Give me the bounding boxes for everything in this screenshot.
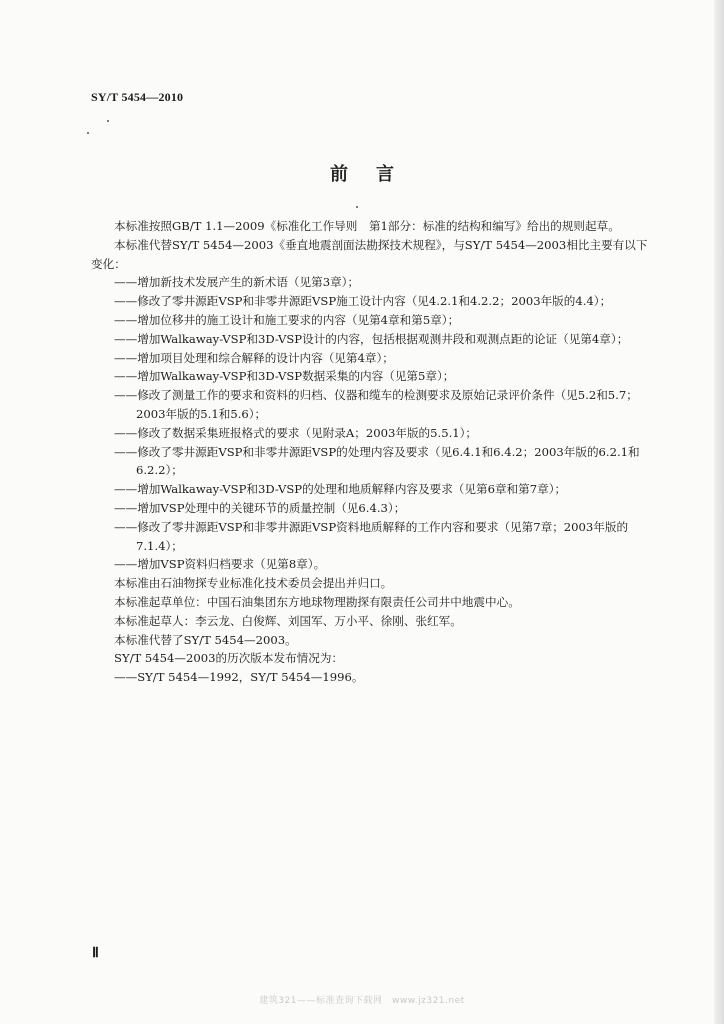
change-list-item: ——修改了零井源距VSP和非零井源距VSP资料地质解释的工作内容和要求（见第7章；2003年版的7.1.4）； — [114, 519, 629, 553]
standard-code-header: SY/T 5454—2010 — [91, 90, 184, 104]
scan-speck — [107, 120, 109, 122]
change-list-item: ——增加新技术发展产生的新术语（见第3章）； — [114, 275, 360, 290]
scan-speck — [356, 206, 358, 208]
scan-edge-shadow — [714, 0, 724, 1024]
change-list-item: ——修改了零井源距VSP和非零井源距VSP施工设计内容（见4.2.1和4.2.2；2003年版的4.4）； — [114, 294, 612, 309]
change-list-item: ——增加项目处理和综合解释的设计内容（见第4章）； — [114, 350, 394, 365]
paragraph: 本标准代替SY/T 5454—2003《垂直地震剖面法勘探技术规程》，与SY/T 5454—2003相比主要有以下变化： — [91, 237, 648, 271]
change-list-item: ——修改了数据采集班报格式的要求（见附录A；2003年版的5.5.1）； — [114, 425, 478, 440]
paragraph: SY/T 5454—2003的历次版本发布情况为： — [114, 651, 344, 666]
paragraph: 本标准起草单位：中国石油集团东方地球物理勘探有限责任公司井中地震中心。 — [114, 594, 520, 609]
change-list-item: ——增加VSP处理中的关键环节的质量控制（见6.4.3）； — [114, 500, 406, 515]
scan-speck — [87, 132, 89, 134]
page-title: 前言 — [330, 164, 422, 185]
change-list-item: ——增加Walkaway-VSP和3D-VSP设计的内容，包括根据观测井段和观测点距的论证（见第4章）； — [114, 331, 629, 346]
paragraph: 本标准代替了SY/T 5454—2003。 — [114, 632, 297, 647]
footer-watermark: 建筑321——标准查询下载网 www.jz321.net — [259, 996, 465, 1006]
paragraph: 本标准起草人：李云龙、白俊辉、刘国军、万小平、徐刚、张红军。 — [114, 613, 462, 628]
foreword-body — [91, 217, 659, 687]
paragraph: 本标准按照GB/T 1.1—2009《标准化工作导则 第1部分：标准的结构和编写》给出的规则起草。 — [114, 219, 620, 233]
page-number: Ⅱ — [92, 946, 99, 961]
change-list-item: ——修改了测量工作的要求和资料的归档、仪器和缆车的检测要求及原始记录评价条件（见5.2和5.7；2003年版的5.1和5.6）； — [114, 388, 638, 421]
change-list-item: ——SY/T 5454—1992，SY/T 5454—1996。 — [114, 670, 364, 685]
change-list-item: ——修改了零井源距VSP和非零井源距VSP的处理内容及要求（见6.4.1和6.4.2；2003年版的6.2.1和6.2.2）； — [114, 444, 640, 478]
change-list-item: ——增加Walkaway-VSP和3D-VSP数据采集的内容（见第5章）； — [114, 369, 455, 384]
change-list-item: ——增加位移井的施工设计和施工要求的内容（见第4章和第5章）； — [114, 312, 460, 327]
change-list-item: ——增加VSP资料归档要求（见第8章）。 — [114, 557, 326, 572]
change-list-item: ——增加Walkaway-VSP和3D-VSP的处理和地质解释内容及要求（见第6章和第7章）； — [114, 482, 567, 497]
paragraph: 本标准由石油物探专业标准化技术委员会提出并归口。 — [114, 576, 393, 591]
